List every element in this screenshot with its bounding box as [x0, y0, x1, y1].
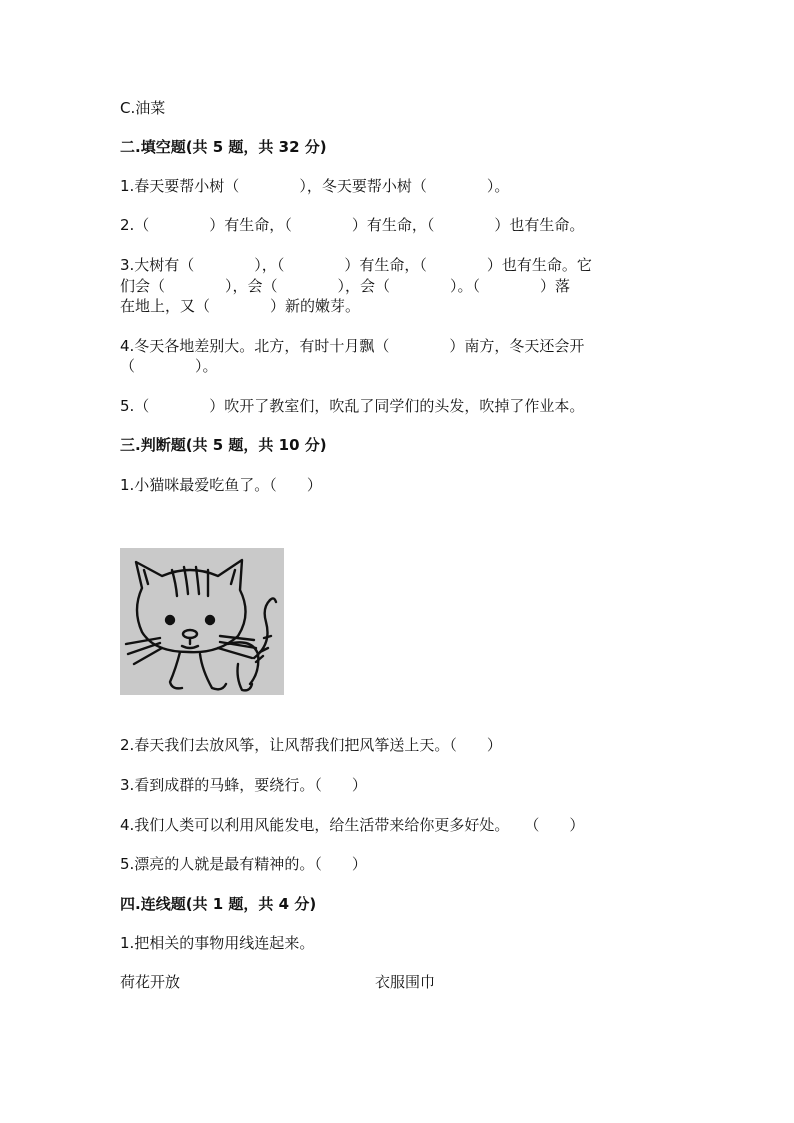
fill-q1: 1.春天要帮小树（ ），冬天要帮小树（ ）。 — [120, 177, 510, 195]
judge-q2: 2.春天我们去放风筝，让风帮我们把风筝送上天。（ ） — [120, 736, 502, 754]
judge-q1: 1.小猫咪最爱吃鱼了。（ ） — [120, 476, 322, 494]
fill-q2: 2.（ ）有生命，（ ）有生命，（ ）也有生命。 — [120, 216, 585, 234]
fill-q4-line1: 4.冬天各地差别大。北方，有时十月飘（ ）南方，冬天还会开 — [120, 337, 585, 355]
cat-drawing-icon — [120, 548, 284, 695]
fill-q4-line2: （ ）。 — [120, 357, 218, 375]
option-c: C.油菜 — [120, 99, 166, 117]
match-right-item: 衣服围巾 — [375, 973, 436, 991]
match-q1: 1.把相关的事物用线连起来。 — [120, 934, 315, 952]
section-4-heading: 四.连线题(共 1 题，共 4 分) — [120, 895, 317, 913]
section-2-heading: 二.填空题(共 5 题，共 32 分) — [120, 138, 327, 156]
judge-q3: 3.看到成群的马蜂，要绕行。（ ） — [120, 776, 367, 794]
fill-q3-line2: 们会（ ），会（ ），会（ ）。（ ）落 — [120, 277, 571, 295]
fill-q3-line1: 3.大树有（ ），（ ）有生命，（ ）也有生命。它 — [120, 256, 592, 274]
judge-q5: 5.漂亮的人就是最有精神的。（ ） — [120, 855, 367, 873]
cat-illustration — [120, 548, 284, 695]
fill-q3-line3: 在地上，又（ ）新的嫩芽。 — [120, 297, 361, 315]
judge-q4: 4.我们人类可以利用风能发电，给生活带来给你更多好处。 （ ） — [120, 816, 585, 834]
section-3-heading: 三.判断题(共 5 题，共 10 分) — [120, 436, 327, 454]
fill-q5: 5.（ ）吹开了教室们，吹乱了同学们的头发，吹掉了作业本。 — [120, 397, 585, 415]
match-left-item: 荷花开放 — [120, 973, 181, 991]
